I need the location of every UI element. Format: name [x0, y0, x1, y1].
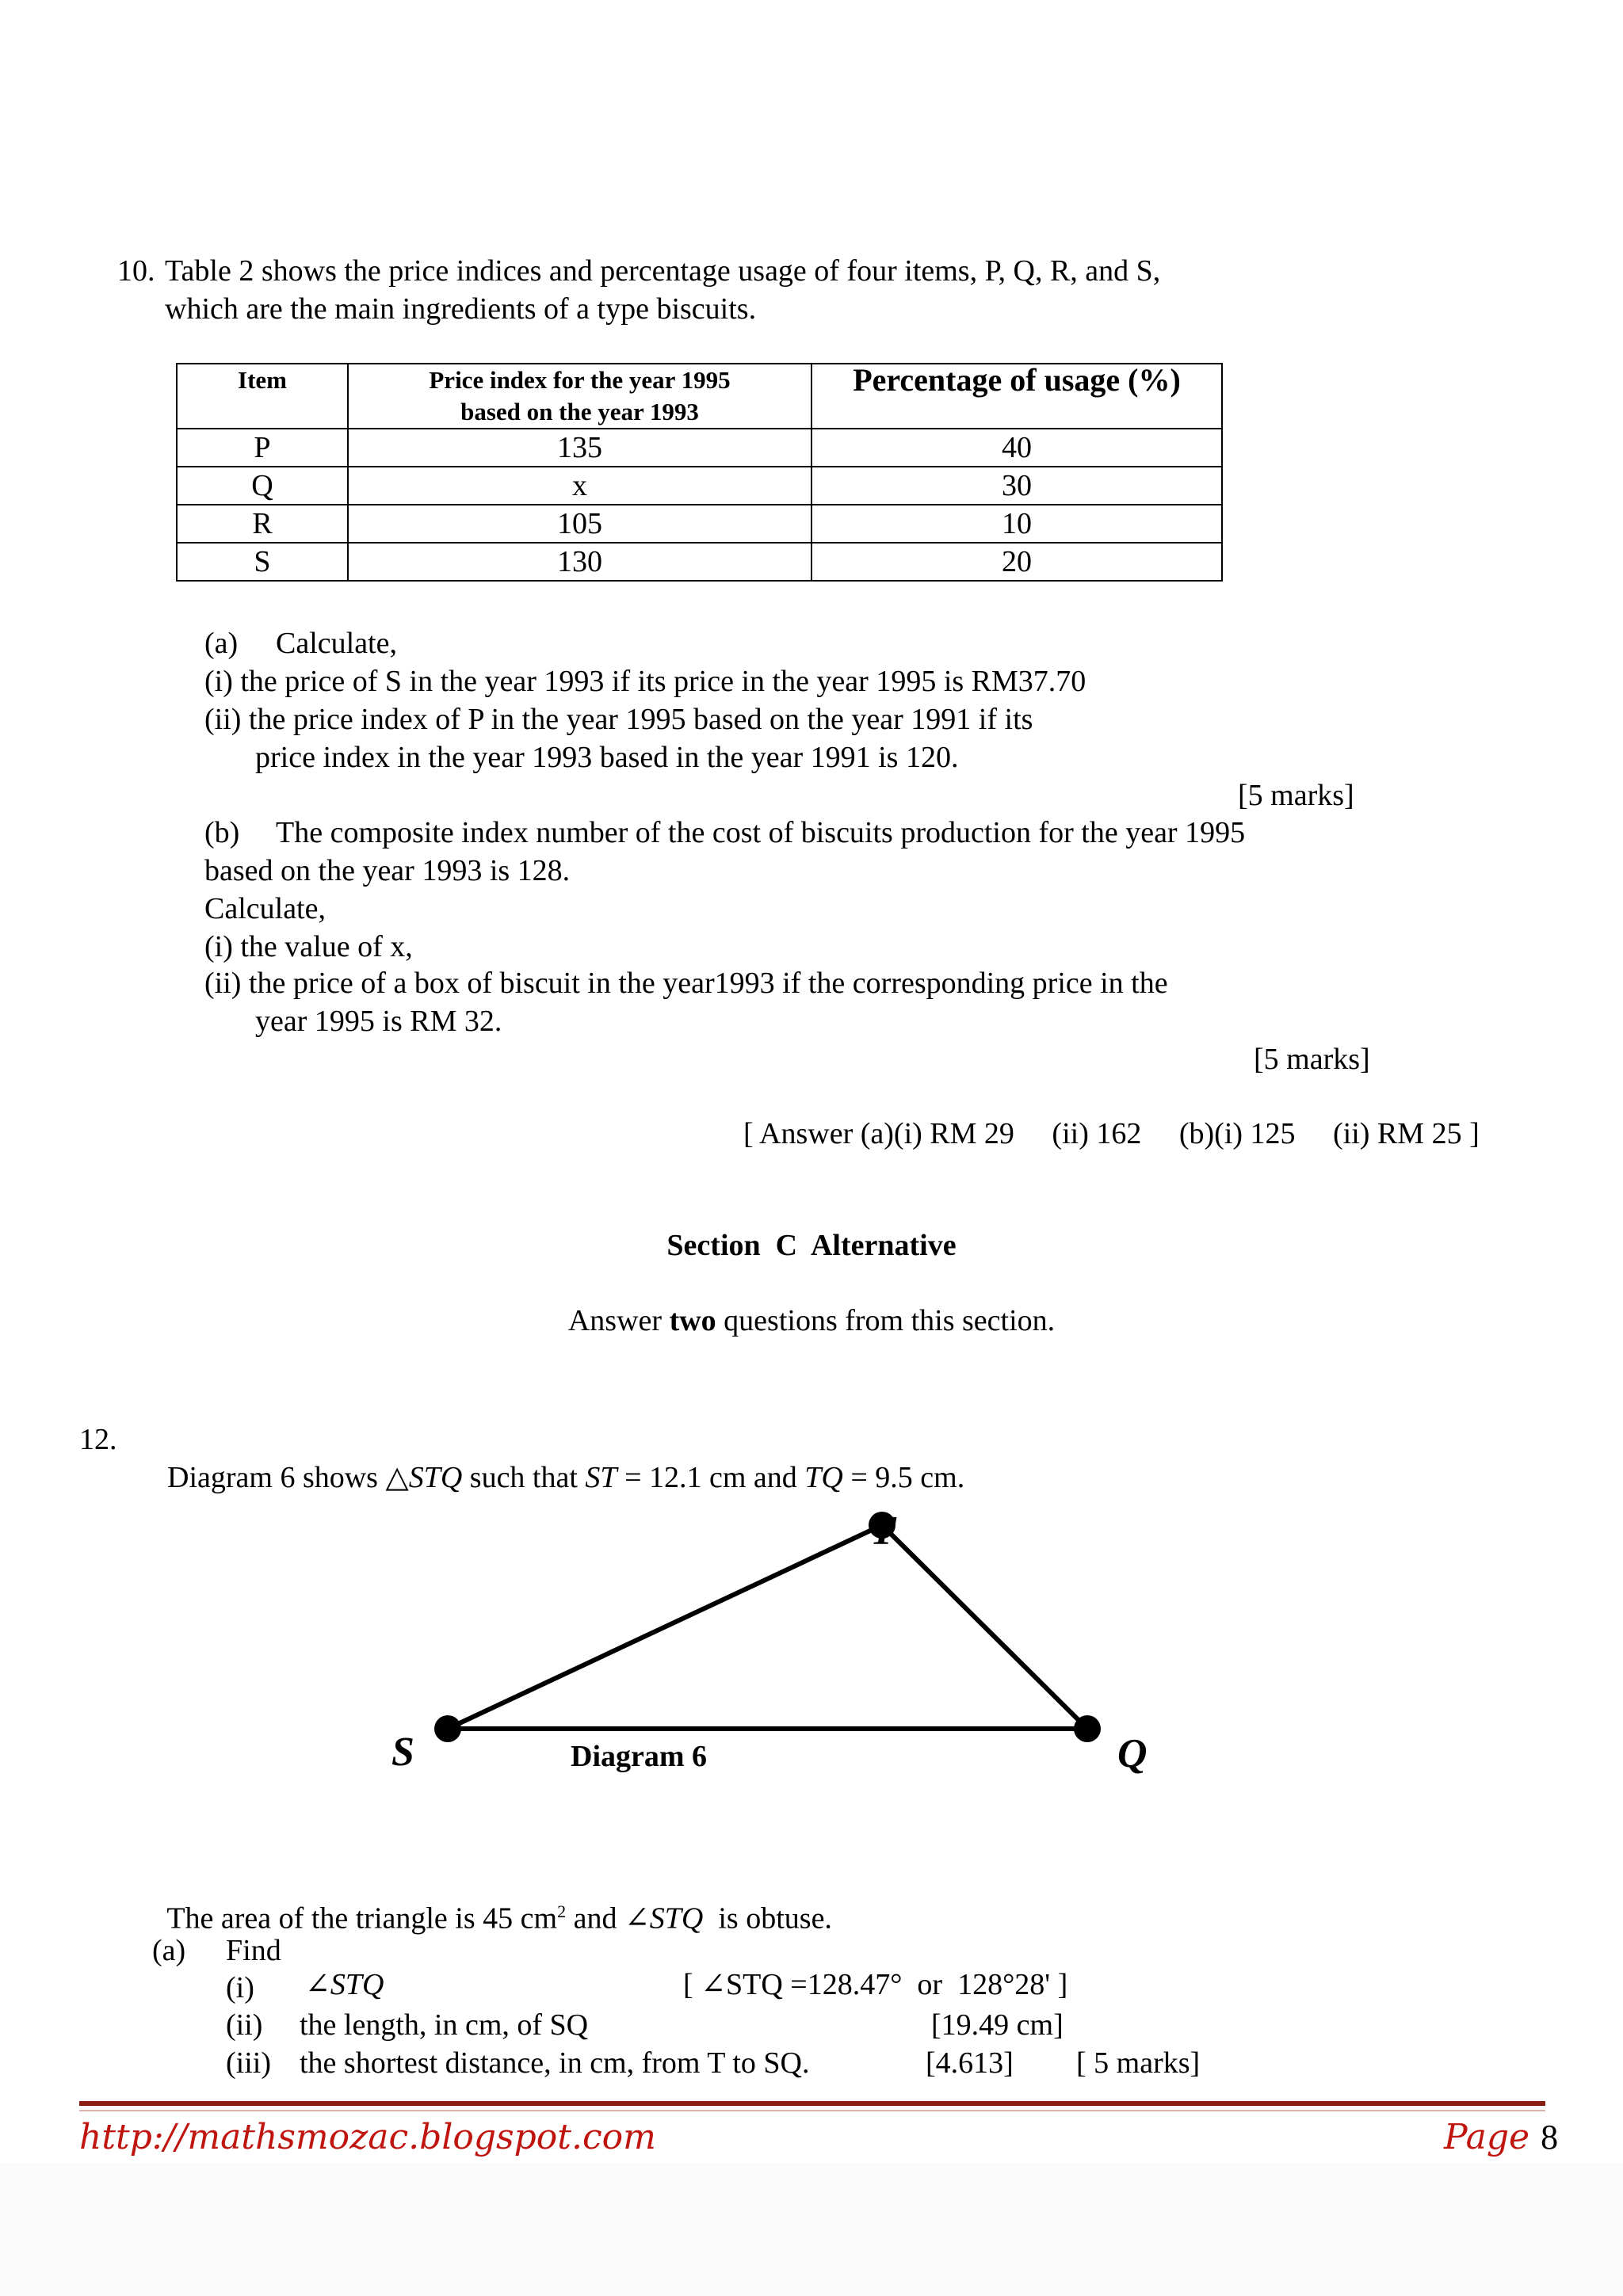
- instruction-post: questions from this section.: [716, 1304, 1056, 1337]
- footer-background: [0, 2163, 1623, 2296]
- triangle-symbol: △STQ: [385, 1461, 463, 1494]
- footer-page: [1444, 2117, 1558, 2157]
- q12-i-answer: [ ∠STQ =128.47° or 128°28' ]: [683, 1968, 1068, 2001]
- side-tq-value: = 9.5 cm.: [842, 1461, 965, 1494]
- header-price-index-line2: based on the year 1993: [460, 398, 699, 425]
- cell-item: Q: [177, 467, 348, 505]
- q10-part-a-ii-line2: price index in the year 1993 based in the year 1991 is 120.: [255, 741, 959, 774]
- q10-part-a-text: Calculate,: [276, 627, 397, 660]
- q12-ii-answer: [19.49 cm]: [931, 2008, 1064, 2042]
- cell-index: 135: [348, 429, 812, 467]
- side-st-value: = 12.1 cm and: [617, 1461, 805, 1494]
- section-title: Section C Alternative: [666, 1229, 957, 1262]
- q10-part-b-label: (b): [204, 816, 240, 849]
- area-statement: [152, 1855, 832, 1938]
- q10-part-b-ii-line2: year 1995 is RM 32.: [255, 1005, 502, 1038]
- question-10-number: 10.: [117, 254, 155, 288]
- area-mid: and: [566, 1901, 624, 1936]
- q12-part-a-text: Find: [226, 1934, 281, 1967]
- footer-rule: [79, 2101, 1545, 2106]
- area-pre: The area of the triangle is 45 cm: [166, 1901, 558, 1936]
- q12-iii-answer: [4.613]: [926, 2046, 1014, 2080]
- side-st: ST: [585, 1461, 617, 1494]
- q10-part-b-line2: based on the year 1993 is 128.: [204, 854, 571, 887]
- area-sup: 2: [557, 1901, 567, 1921]
- intro-pre: Diagram 6 shows: [167, 1461, 386, 1494]
- q10-part-b-marks: [5 marks]: [1254, 1043, 1370, 1076]
- area-post: is obtuse.: [703, 1901, 832, 1936]
- q12-i-label: (i): [226, 1971, 254, 2004]
- label-t: T: [870, 1508, 896, 1554]
- q10-part-a-label: (a): [204, 627, 239, 660]
- q10-part-a-i: (i) the price of S in the year 1993 if its price in the year 1995 is RM37.70: [204, 665, 1086, 698]
- footer-rule-thin: [79, 2110, 1545, 2111]
- q10-answer: [ Answer (a)(i) RM 29 (ii) 162 (b)(i) 125 (ii) RM 25 ]: [743, 1117, 1480, 1150]
- instruction-pre: Answer: [567, 1304, 670, 1337]
- page-number: 8: [1541, 2118, 1559, 2157]
- q12-marks: [ 5 marks]: [1076, 2046, 1201, 2080]
- q12-part-a-label: (a): [152, 1934, 186, 1967]
- vertex-q: [1074, 1715, 1101, 1742]
- instruction-bold: two: [669, 1304, 716, 1337]
- question-10-intro-line1: Table 2 shows the price indices and percentage usage of four items, P, Q, R, and S,: [165, 254, 1161, 288]
- header-price-index-line1: Price index for the year 1995: [429, 366, 731, 394]
- q10-part-b-line3: Calculate,: [204, 892, 326, 925]
- side-tq: TQ: [804, 1461, 843, 1494]
- edge-tq: [882, 1525, 1087, 1729]
- q10-part-b-i: (i) the value of x,: [204, 930, 413, 963]
- cell-index: 130: [348, 543, 812, 581]
- q12-iii-label: (iii): [226, 2046, 271, 2080]
- cell-index: 105: [348, 505, 812, 543]
- question-12-number: 12.: [79, 1423, 117, 1456]
- angle-symbol: ∠STQ: [624, 1901, 704, 1936]
- footer-url[interactable]: http://mathsmozac.blogspot.com: [79, 2117, 656, 2157]
- q10-part-a-ii-line1: (ii) the price index of P in the year 1995 based on the year 1991 if its: [204, 703, 1033, 736]
- label-s: S: [391, 1730, 414, 1775]
- cell-index: x: [348, 467, 812, 505]
- diagram-caption: Diagram 6: [571, 1740, 708, 1773]
- intro-mid: such that: [462, 1461, 586, 1494]
- header-item-text: Item: [238, 366, 287, 394]
- vertex-s: [434, 1715, 461, 1742]
- q12-ii-label: (ii): [226, 2008, 263, 2042]
- q10-part-b-line1: The composite index number of the cost of biscuits production for the year 1995: [276, 816, 1246, 849]
- question-10-intro-line2: which are the main ingredients of a type biscuits.: [165, 292, 757, 326]
- cell-usage: 20: [812, 543, 1222, 581]
- header-usage-text: Percentage of usage (%): [853, 362, 1181, 398]
- cell-usage: 30: [812, 467, 1222, 505]
- q10-part-a-marks: [5 marks]: [1238, 779, 1354, 812]
- label-q: Q: [1117, 1731, 1148, 1776]
- q12-i-angle: ∠STQ: [305, 1968, 384, 2001]
- edge-st: [448, 1525, 882, 1729]
- cell-item: R: [177, 505, 348, 543]
- cell-item: S: [177, 543, 348, 581]
- q12-ii-text: the length, in cm, of SQ: [300, 2008, 589, 2042]
- cell-usage: 10: [812, 505, 1222, 543]
- q12-iii-text: the shortest distance, in cm, from T to SQ.: [300, 2046, 810, 2080]
- cell-usage: 40: [812, 429, 1222, 467]
- cell-item: P: [177, 429, 348, 467]
- q10-part-b-ii-line1: (ii) the price of a box of biscuit in the year1993 if the corresponding price in the: [204, 967, 1168, 1000]
- page-label: Page: [1444, 2117, 1541, 2157]
